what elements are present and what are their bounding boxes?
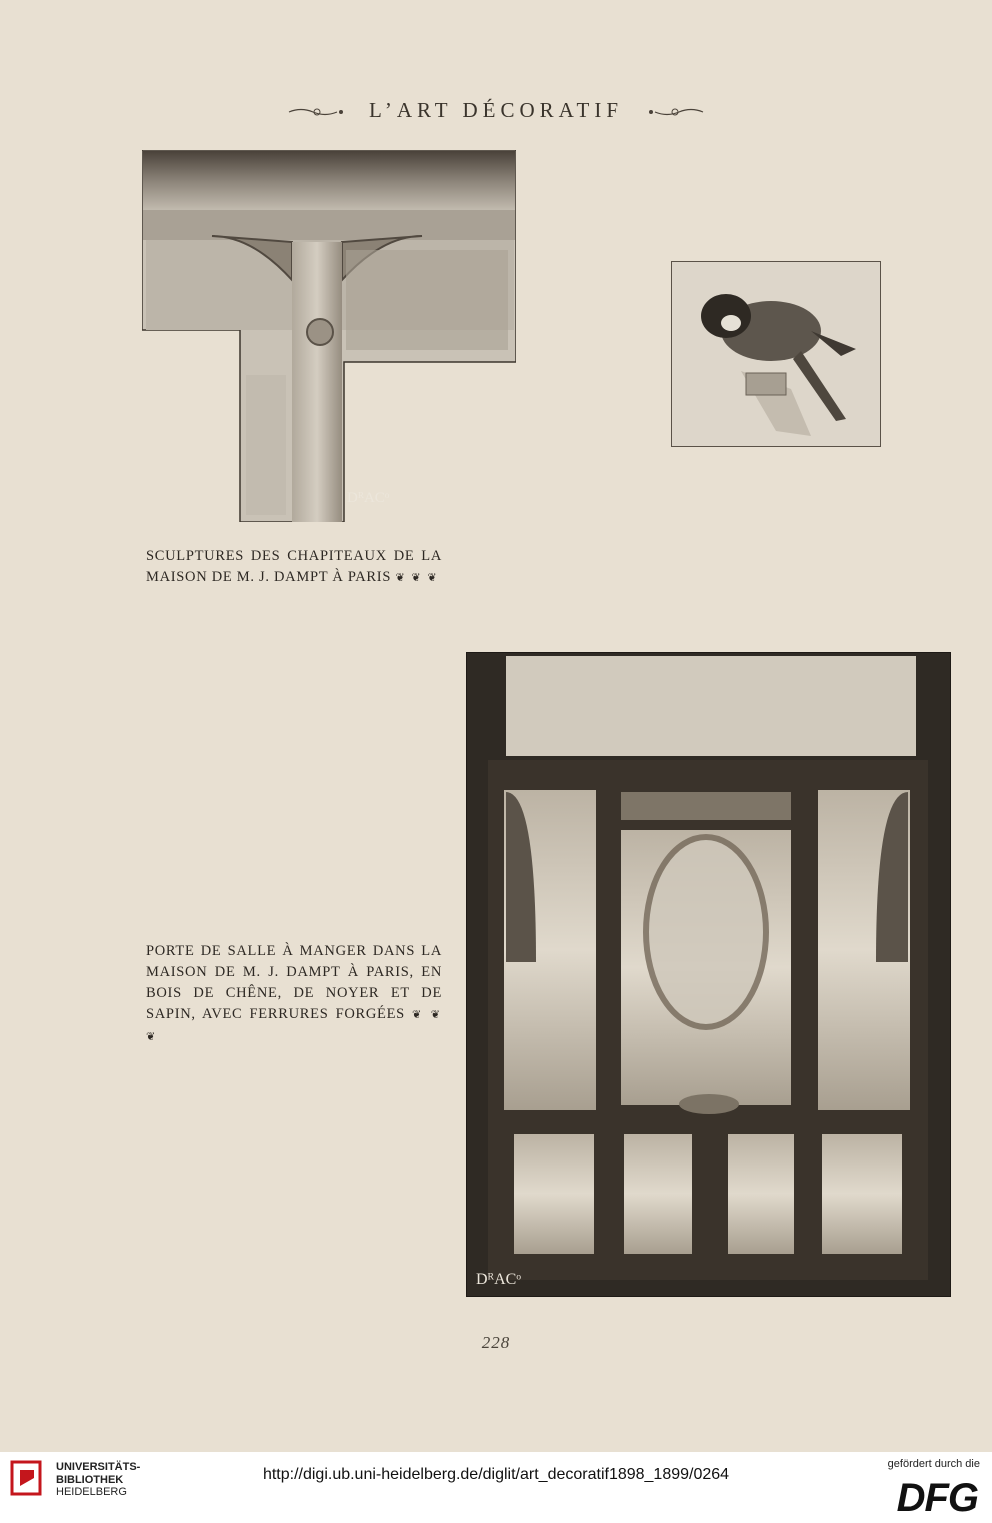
monogram-bottom: DᴿACᵒ [476,1271,521,1288]
journal-title: L’ART DÉCORATIF [368,98,623,122]
sponsor-note: gefördert durch die [887,1458,980,1470]
caption-door [146,941,442,1048]
source-url-link[interactable]: http://digi.ub.uni-heidelberg.de/diglit/art_decoratif1898_1899/0264 [262,1466,730,1483]
caption-door-text: PORTE DE SALLE À MANGER DANS LA MAISON DE M. J. DAMPT À PARIS, EN BOIS DE CHÊNE, DE NOYER ET DE SAPIN, AVEC FERRURES FORGÉES [146,943,442,1022]
dfg-logo: DFG [896,1476,978,1520]
monogram-top: DᴿACᵒ [347,490,390,506]
page-header [0,98,992,123]
left-ornament-icon [287,105,345,119]
library-line-3: HEIDELBERG [56,1486,127,1498]
door-photograph [466,652,951,1297]
bird-photograph [671,261,881,447]
caption-capitals-text: SCULPTURES DES CHAPITEAUX DE LA MAISON DE M. J. DAMPT À PARIS [146,548,442,585]
fleuron-icon: ❦ ❦ ❦ [395,572,439,584]
library-line-1: UNIVERSITÄTS- [56,1461,141,1473]
footer-bar [0,1452,992,1523]
caption-capitals [146,546,442,589]
page-number: 228 [481,1333,511,1352]
capital-photograph [142,150,516,522]
library-line-2: BIBLIOTHEK [56,1473,124,1486]
right-ornament-icon [647,105,705,119]
fleuron-icon: ❦ ❦ ❦ [146,1009,442,1043]
